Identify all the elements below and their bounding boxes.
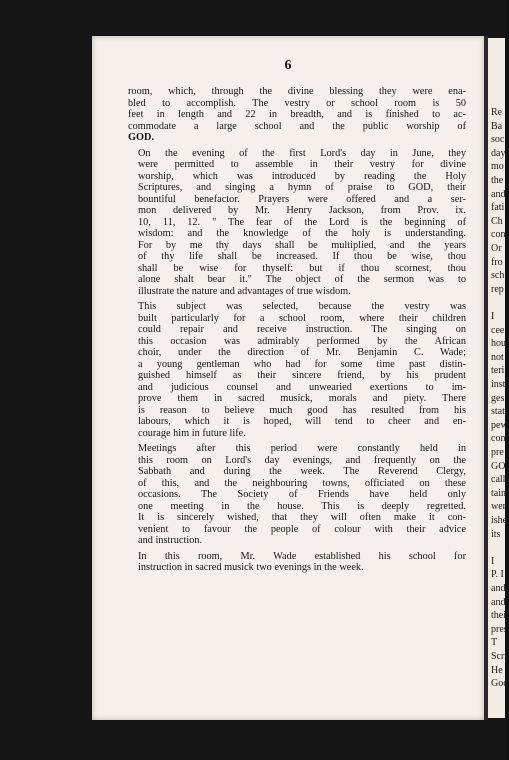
adjacent-page-fragment: hou xyxy=(491,338,506,350)
adjacent-page-fragment: mo xyxy=(491,161,504,173)
text-line: and judicious counsel and unwearied exertions to im- xyxy=(138,381,466,393)
adjacent-page-fragment: He xyxy=(491,664,503,676)
adjacent-page-fragment: God xyxy=(491,678,509,690)
adjacent-page-fragment: their xyxy=(491,610,509,622)
adjacent-page-fragment: Ch xyxy=(491,215,503,227)
paragraph-2 xyxy=(128,148,466,298)
adjacent-page-fragment: Scri xyxy=(491,651,508,662)
adjacent-page-fragment: stat xyxy=(491,406,505,418)
adjacent-page-fragment: teri xyxy=(491,365,505,377)
text-line: Scriptures, and singing a hymn of praise to GOD, their xyxy=(138,182,466,193)
text-line: could repair and receive instruction. The singing on xyxy=(138,324,466,335)
body-text xyxy=(128,86,466,578)
text-line: This subject was selected, because the vestry was xyxy=(138,301,466,312)
text-line: In this room, Mr. Wade established his school for xyxy=(138,550,466,562)
text-line: built particularly for a school room, where their children xyxy=(138,312,466,324)
adjacent-page-fragment: day xyxy=(491,147,506,159)
adjacent-page-fragment: Ba xyxy=(491,120,503,132)
adjacent-page-fragment: T xyxy=(491,637,498,649)
text-line: bountiful benefactor. Prayers were offered and a ser- xyxy=(138,193,466,205)
text-line: choir, under the direction of Mr. Benjamin C. Wade; xyxy=(138,347,466,358)
adjacent-page-fragment: con xyxy=(491,229,506,241)
page-number: 6 xyxy=(284,58,292,73)
adjacent-page-fragment: wer xyxy=(491,501,506,513)
adjacent-page-fragment: tain xyxy=(491,487,506,499)
adjacent-page-fragment: pres xyxy=(491,623,508,635)
text-line: this room on Lord's day evenings, and frequently on the xyxy=(138,454,466,466)
text-line: a young gentleman who had for some time past distin- xyxy=(138,358,466,370)
adjacent-page-fragment: the xyxy=(491,175,504,186)
text-line: this occasion was admirably performed by the African xyxy=(138,335,466,347)
adjacent-page-fragment: Re xyxy=(491,107,503,118)
adjacent-page-fragment: GO xyxy=(491,460,506,472)
paragraph-3 xyxy=(128,301,466,439)
text-line: instruction in sacred musick two evenings in the week. xyxy=(138,562,364,573)
paragraph-1 xyxy=(128,86,466,144)
text-line: shall be wise for thyself: but if thou scornest, thou xyxy=(138,262,466,274)
adjacent-page-fragment: inst xyxy=(491,379,506,390)
adjacent-page-fragment: call xyxy=(491,474,506,486)
adjacent-page-fragment: not xyxy=(491,351,504,363)
text-line: 10, 11, 12. " The fear of the Lord is the beginning of xyxy=(138,216,466,228)
text-line: prove them in sacred musick, morals and piety. There xyxy=(138,393,466,404)
text-line: and instruction. xyxy=(138,535,203,546)
text-line: guished himself as their sincere friend, by his prudent xyxy=(138,370,466,381)
adjacent-page-fragment: rep xyxy=(491,283,504,295)
text-line: wisdom: and the knowledge of the holy is understanding. xyxy=(138,228,466,239)
adjacent-page-fragment: ges xyxy=(491,392,505,404)
paragraph-5 xyxy=(128,551,466,574)
adjacent-page-fragment: soc xyxy=(491,134,505,146)
adjacent-page-fragment: and xyxy=(491,188,506,200)
adjacent-page-fragment: pre xyxy=(491,447,504,458)
book-page xyxy=(92,36,484,720)
adjacent-page-fragment: cee xyxy=(491,324,505,336)
paragraph-4 xyxy=(128,443,466,547)
text-line: of thy life shall be increased. If thou be wise, thou xyxy=(138,251,466,262)
text-line: For by me thy days shall be multiplied, and the years xyxy=(138,239,466,251)
text-line: Sabbath and during the week. The Reverend Clergy, xyxy=(138,466,466,477)
text-line: It is sincerely wished, that they will often make it con- xyxy=(138,512,466,523)
adjacent-page-fragment: pew xyxy=(491,419,508,431)
adjacent-page-edge xyxy=(488,38,509,718)
text-line: of this, and the neighbouring towns, officiated on these xyxy=(138,477,466,489)
adjacent-page-fragment: fro xyxy=(491,256,503,268)
text-line: venient to favour the people of colour with their advice xyxy=(138,523,466,535)
text-line: worship, which was introduced by reading the Holy xyxy=(138,170,466,182)
text-line: courage him in future life. xyxy=(138,427,246,439)
text-line: commodate a large school and the public worship of xyxy=(128,120,466,132)
text-line: On the evening of the first Lord's day in June, they xyxy=(138,147,466,159)
adjacent-page-fragment: and xyxy=(491,596,506,608)
text-line: were permitted to assemble in their vestry for divine xyxy=(138,159,466,170)
text-line: GOD. xyxy=(128,132,155,143)
text-line: one meeting in the house. This is deeply regretted. xyxy=(138,500,466,512)
adjacent-page-fragment: ishe xyxy=(491,515,508,526)
text-line: room, which, through the divine blessing they were ena- xyxy=(128,86,466,97)
adjacent-page-fragment: its xyxy=(491,528,501,540)
adjacent-page-fragment: fati xyxy=(491,202,505,214)
adjacent-page-fragment: I xyxy=(491,555,495,567)
adjacent-page-fragment: con xyxy=(491,433,506,445)
text-line: illustrate the nature and advantages of true wisdom. xyxy=(138,285,351,297)
text-line: feet in length and 22 in breadth, and is finished to ac- xyxy=(128,109,466,120)
adjacent-page-fragment: sch xyxy=(491,270,505,282)
text-line: occasions. The Society of Friends have held only xyxy=(138,489,466,500)
text-line: alone shalt bear it." The object of the sermon was to xyxy=(138,274,466,285)
text-line: labours, which it is hoped, will tend to cheer and en- xyxy=(138,416,466,427)
text-line: bled to accomplish. The vestry or school room is 50 xyxy=(128,97,466,109)
adjacent-page-fragment: and xyxy=(491,583,506,594)
text-line: Meetings after this period were constantly held in xyxy=(138,443,466,454)
text-line: mon delivered by Mr. Henry Jackson, from Prov. ix. xyxy=(138,205,466,216)
text-line: is reason to believe much good has resulted from his xyxy=(138,404,466,416)
adjacent-page-fragment: I xyxy=(491,311,495,322)
adjacent-page-fragment: P. I xyxy=(491,569,504,581)
adjacent-page-fragment: Or xyxy=(491,243,502,254)
